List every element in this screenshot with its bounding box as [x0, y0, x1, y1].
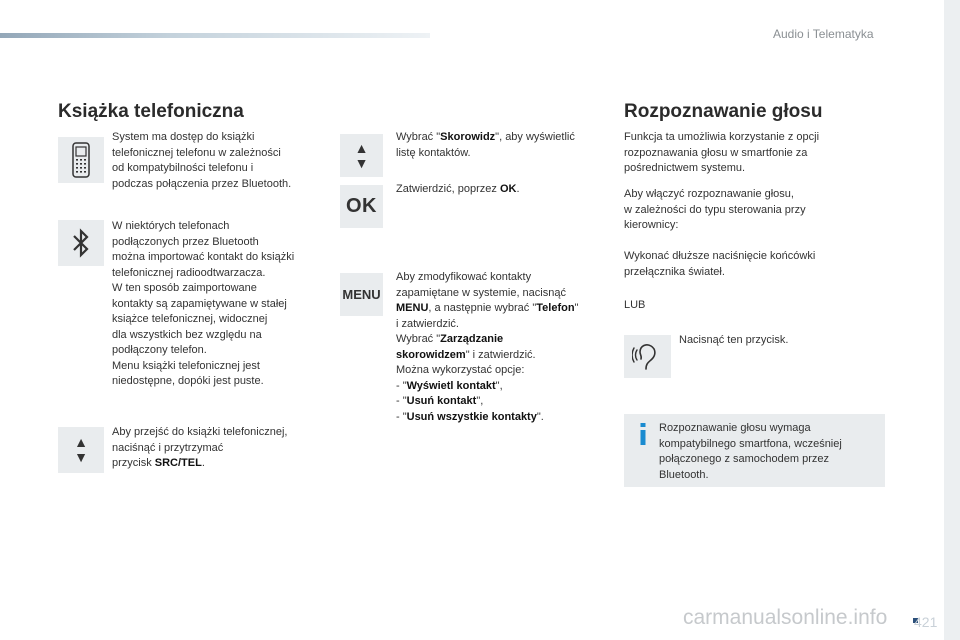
- up-down-arrows-icon: ▲ ▼: [74, 434, 88, 465]
- page-number: 421: [914, 614, 938, 630]
- directory-arrows-box: [340, 134, 383, 177]
- mobile-phone-icon: [70, 142, 92, 178]
- confirm-ok-text: Zatwierdzić, poprzez OK.: [396, 183, 520, 195]
- ok-button-box: [340, 185, 383, 228]
- voice-command-icon: [632, 341, 664, 373]
- info-icon: [637, 423, 649, 445]
- phone-icon-box: [58, 137, 104, 183]
- src-tel-instruction-text: Aby przejść do książki telefonicznej, naciśnąć i przytrzymać przycisk SRC/TEL.: [112, 426, 288, 469]
- header-gradient-bar: [0, 33, 430, 38]
- option-item: - "Usuń wszystkie kontakty".: [396, 410, 544, 423]
- up-down-arrows-icon: ▲ ▼: [354, 139, 369, 171]
- light-switch-text: Wykonać dłuższe naciśnięcie końcówki przełącznika świateł.: [624, 250, 816, 278]
- menu-button-box: [340, 273, 383, 316]
- option-item: - "Usuń kontakt",: [396, 395, 484, 407]
- phonebook-intro-text: System ma dostęp do książki telefonicznej telefonu w zależności od kompatybilności telefonu i podczas połączenia przez Bluetooth.: [112, 131, 292, 190]
- select-directory-text: Wybrać "Skorowidz", aby wyświetlić listę kontaktów.: [396, 131, 575, 159]
- modify-contacts-text: Aby zmodyfikować kontakty zapamiętane w systemie, nacisnąć MENU, a następnie wybrać "Telefon" i zatwierdzić. Wybrać "Zarządzanie skorowidzem" i zatwierdzić. Można wykorzystać opcje: - "Wyświetl kontakt", - "Usuń kontakt", - "Usuń wszystkie kontakty".: [396, 271, 579, 423]
- phonebook-heading: Książka telefoniczna: [58, 101, 244, 122]
- or-text: LUB: [624, 299, 646, 311]
- option-item: - "Wyświetl kontakt",: [396, 379, 503, 392]
- section-title: Audio i Telematyka: [773, 27, 874, 41]
- watermark-text: carmanualsonline.info: [683, 606, 888, 629]
- bluetooth-import-text: W niektórych telefonach podłączonych przez Bluetooth można importować kontakt do książki telefonicznej radioodtwarzacza. W ten sposób zaimportowane kontakty są zapamiętywane w stałej książce telefonicznej, widocznej dla wszystkich bez względu na podłączony telefon. Menu książki telefonicznej jest niedostępne, dopóki jest puste.: [112, 220, 295, 387]
- voice-intro-text: Funkcja ta umożliwia korzystanie z opcji rozpoznawania głosu w smartfonie za pośrednictwem systemu.: [624, 131, 820, 174]
- ok-button-icon: OK: [346, 195, 377, 217]
- info-note-text: Rozpoznawanie głosu wymaga kompatybilnego smartfona, wcześniej połączonego z samochodem przez Bluetooth.: [659, 422, 842, 481]
- bluetooth-icon-box: [58, 220, 104, 266]
- press-button-text: Nacisnąć ten przycisk.: [679, 334, 789, 346]
- bluetooth-icon: [71, 227, 91, 259]
- menu-button-icon: MENU: [342, 287, 381, 302]
- voice-enable-text: Aby włączyć rozpoznawanie głosu, w zależności do typu sterowania przy kierownicy:: [624, 188, 806, 231]
- src-tel-arrows-box: [58, 427, 104, 473]
- page-edge-strip: [944, 0, 960, 640]
- voice-button-box: [624, 335, 671, 378]
- voice-recognition-heading: Rozpoznawanie głosu: [624, 101, 823, 122]
